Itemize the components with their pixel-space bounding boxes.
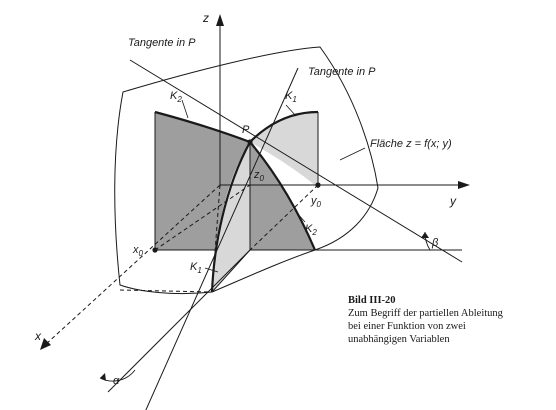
k1-bottom-label: $K_1$ bbox=[190, 261, 202, 275]
z-axis-label: z bbox=[203, 11, 209, 25]
z0-label: $z_0$ bbox=[254, 169, 264, 183]
z-axis-arrow bbox=[216, 14, 224, 26]
point-x0 bbox=[152, 247, 157, 252]
caption-line-2: bei einer Funktion von zwei bbox=[348, 321, 466, 332]
caption-title: Bild III-20 bbox=[348, 295, 396, 306]
y-axis-arrow bbox=[458, 181, 470, 189]
point-p-label: P bbox=[242, 124, 250, 136]
y-axis-label: y bbox=[450, 194, 456, 208]
k2-bottom-right-label: $K_2$ bbox=[305, 223, 317, 237]
surface-label: Fläche z = f(x; y) bbox=[370, 138, 452, 150]
k1-top-right-label: $K_1$ bbox=[285, 90, 297, 104]
y0-label: $y_0$ bbox=[311, 195, 321, 209]
point-y0 bbox=[315, 182, 320, 187]
k2-top-left-label: $K_2$ bbox=[170, 90, 182, 104]
caption-line-1: Zum Begriff der partiellen Ableitung bbox=[348, 308, 503, 319]
angle-alpha-label: α bbox=[113, 375, 120, 387]
caption-line-3: unabhängigen Variablen bbox=[348, 334, 450, 345]
angle-beta-label: β bbox=[432, 237, 439, 249]
x0-label: $x_0$ bbox=[133, 244, 143, 258]
x-axis-arrow bbox=[40, 338, 51, 350]
point-p bbox=[247, 139, 252, 144]
tangent-label-right: Tangente in P bbox=[308, 66, 376, 78]
figure-caption bbox=[348, 295, 504, 345]
tangent-label-top: Tangente in P bbox=[128, 37, 196, 49]
projection-line-alpha bbox=[108, 250, 250, 392]
x-axis-label: x bbox=[35, 329, 41, 343]
angle-beta-arrow bbox=[421, 232, 429, 238]
